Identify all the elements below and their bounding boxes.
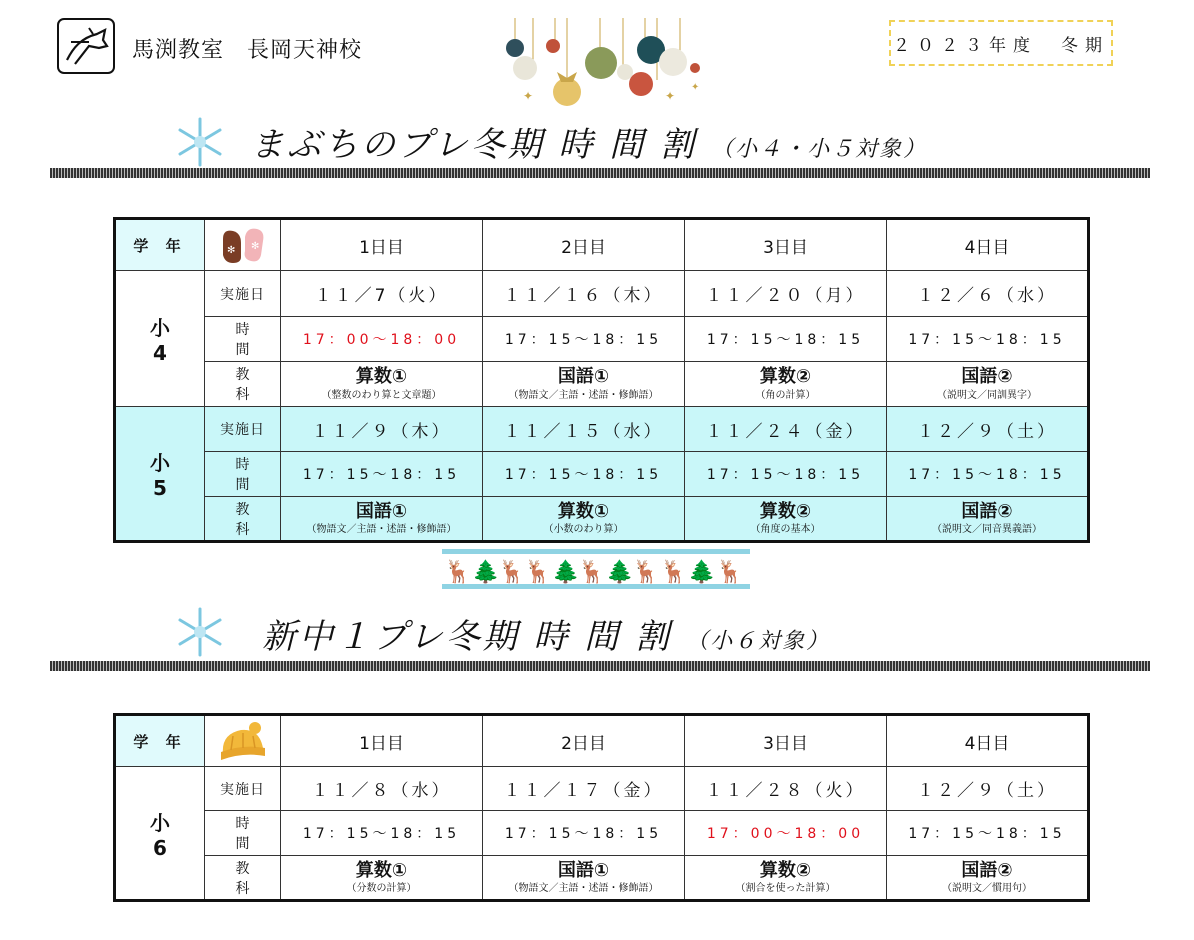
date-cell: １１／８（水） — [281, 767, 483, 811]
grade-cell: 小 4 — [115, 271, 205, 407]
time-cell: 17：15～18：15 — [887, 317, 1089, 362]
date-cell: １２／９（土） — [887, 407, 1089, 452]
subject-cell: 算数② （角の計算） — [685, 362, 887, 407]
table-row — [115, 317, 1089, 362]
day-4-header: 4日目 — [887, 219, 1089, 271]
divider — [50, 168, 1150, 178]
time-cell: 17：15～18：15 — [483, 317, 685, 362]
section-2-title: 新中１プレ冬期 時 間 割 （小６対象） — [262, 617, 831, 657]
section-1-title: まぶちのプレ冬期 時 間 割 （小４・小５対象） — [250, 125, 928, 165]
day-3-header: 3日目 — [685, 219, 887, 271]
table-row — [115, 497, 1089, 542]
subject-cell: 算数① （分数の計算） — [281, 856, 483, 901]
grade-cell: 小 6 — [115, 767, 205, 901]
date-cell: １１／１５（水） — [483, 407, 685, 452]
svg-text:🦌: 🦌 — [524, 560, 552, 585]
date-cell: １１／１６（木） — [483, 271, 685, 317]
date-label: 実施日 — [205, 271, 281, 317]
day-1-header: 1日目 — [281, 715, 483, 767]
svg-text:🦌: 🦌 — [444, 560, 472, 585]
day-3-header: 3日目 — [685, 715, 887, 767]
day-1-header: 1日目 — [281, 219, 483, 271]
table-row — [115, 767, 1089, 811]
year-badge: ２０２３年度 冬期 — [889, 20, 1113, 66]
date-label: 実施日 — [205, 407, 281, 452]
subject-cell: 算数① （小数のわり算） — [483, 497, 685, 542]
table-row — [115, 452, 1089, 497]
time-cell: 17：15～18：15 — [685, 452, 887, 497]
subject-cell: 国語① （物語文／主語・述語・修飾語） — [483, 362, 685, 407]
table-row — [115, 362, 1089, 407]
subject-cell: 算数② （割合を使った計算） — [685, 856, 887, 901]
time-label: 時 間 — [205, 317, 281, 362]
time-cell: 17：15～18：15 — [685, 317, 887, 362]
snowflake-icon — [174, 116, 226, 168]
date-cell: １２／６（水） — [887, 271, 1089, 317]
subject-cell: 算数② （角度の基本） — [685, 497, 887, 542]
date-cell: １１／7（火） — [281, 271, 483, 317]
time-cell: 17：15～18：15 — [281, 811, 483, 856]
svg-text:✻: ✻ — [226, 245, 235, 256]
school-name: 馬渕教室 長岡天神校 — [132, 38, 363, 63]
svg-text:🦌: 🦌 — [578, 560, 606, 585]
table-header-row — [115, 715, 1089, 767]
svg-text:🌲: 🌲 — [552, 560, 580, 585]
table-header-row — [115, 219, 1089, 271]
svg-text:✦: ✦ — [691, 82, 700, 93]
day-2-header: 2日目 — [483, 219, 685, 271]
subject-cell: 国語② （説明文／同音異義語） — [887, 497, 1089, 542]
svg-text:✻: ✻ — [250, 241, 259, 252]
grade-cell: 小 5 — [115, 407, 205, 542]
table-row — [115, 271, 1089, 317]
subject-label: 教 科 — [205, 856, 281, 901]
subject-cell: 国語① （物語文／主語・述語・修飾語） — [281, 497, 483, 542]
deer-pattern-icon — [442, 549, 750, 589]
svg-text:🦌: 🦌 — [716, 560, 744, 585]
time-cell: 17：15～18：15 — [281, 452, 483, 497]
svg-text:🌲: 🌲 — [472, 560, 500, 585]
svg-text:🦌: 🦌 — [498, 560, 526, 585]
timetable-elementary-6 — [113, 713, 1090, 902]
date-cell: １１／１７（金） — [483, 767, 685, 811]
divider — [50, 661, 1150, 671]
grade-header: 学 年 — [115, 219, 205, 271]
ornaments-icon — [495, 18, 720, 108]
time-cell: 17：15～18：15 — [483, 811, 685, 856]
horse-logo-icon — [57, 18, 115, 74]
subject-label: 教 科 — [205, 362, 281, 407]
mittens-icon — [205, 219, 281, 271]
time-cell: 17：00～18：00 — [281, 317, 483, 362]
day-4-header: 4日目 — [887, 715, 1089, 767]
time-cell: 17：15～18：15 — [887, 811, 1089, 856]
table-row — [115, 856, 1089, 901]
grade-header: 学 年 — [115, 715, 205, 767]
day-2-header: 2日目 — [483, 715, 685, 767]
svg-text:🌲: 🌲 — [688, 560, 716, 585]
knit-hat-icon — [205, 715, 281, 767]
date-label: 実施日 — [205, 767, 281, 811]
date-cell: １１／９（木） — [281, 407, 483, 452]
time-cell: 17：15～18：15 — [483, 452, 685, 497]
table-row — [115, 811, 1089, 856]
date-cell: １１／２０（月） — [685, 271, 887, 317]
svg-text:✦: ✦ — [665, 89, 676, 103]
time-label: 時 間 — [205, 811, 281, 856]
subject-cell: 国語② （説明文／慣用句） — [887, 856, 1089, 901]
subject-cell: 算数① （整数のわり算と文章題） — [281, 362, 483, 407]
timetable-elementary-4-5 — [113, 217, 1090, 543]
table-row — [115, 407, 1089, 452]
snowflake-icon — [174, 606, 226, 658]
subject-label: 教 科 — [205, 497, 281, 542]
subject-cell: 国語① （物語文／主語・述語・修飾語） — [483, 856, 685, 901]
date-cell: １１／２４（金） — [685, 407, 887, 452]
time-cell: 17：15～18：15 — [887, 452, 1089, 497]
svg-text:🦌: 🦌 — [632, 560, 660, 585]
date-cell: １１／２８（火） — [685, 767, 887, 811]
date-cell: １２／９（土） — [887, 767, 1089, 811]
svg-text:🌲: 🌲 — [606, 560, 634, 585]
svg-text:🦌: 🦌 — [660, 560, 688, 585]
time-cell: 17：00～18：00 — [685, 811, 887, 856]
svg-text:✦: ✦ — [523, 89, 534, 103]
time-label: 時 間 — [205, 452, 281, 497]
subject-cell: 国語② （説明文／同訓異字） — [887, 362, 1089, 407]
